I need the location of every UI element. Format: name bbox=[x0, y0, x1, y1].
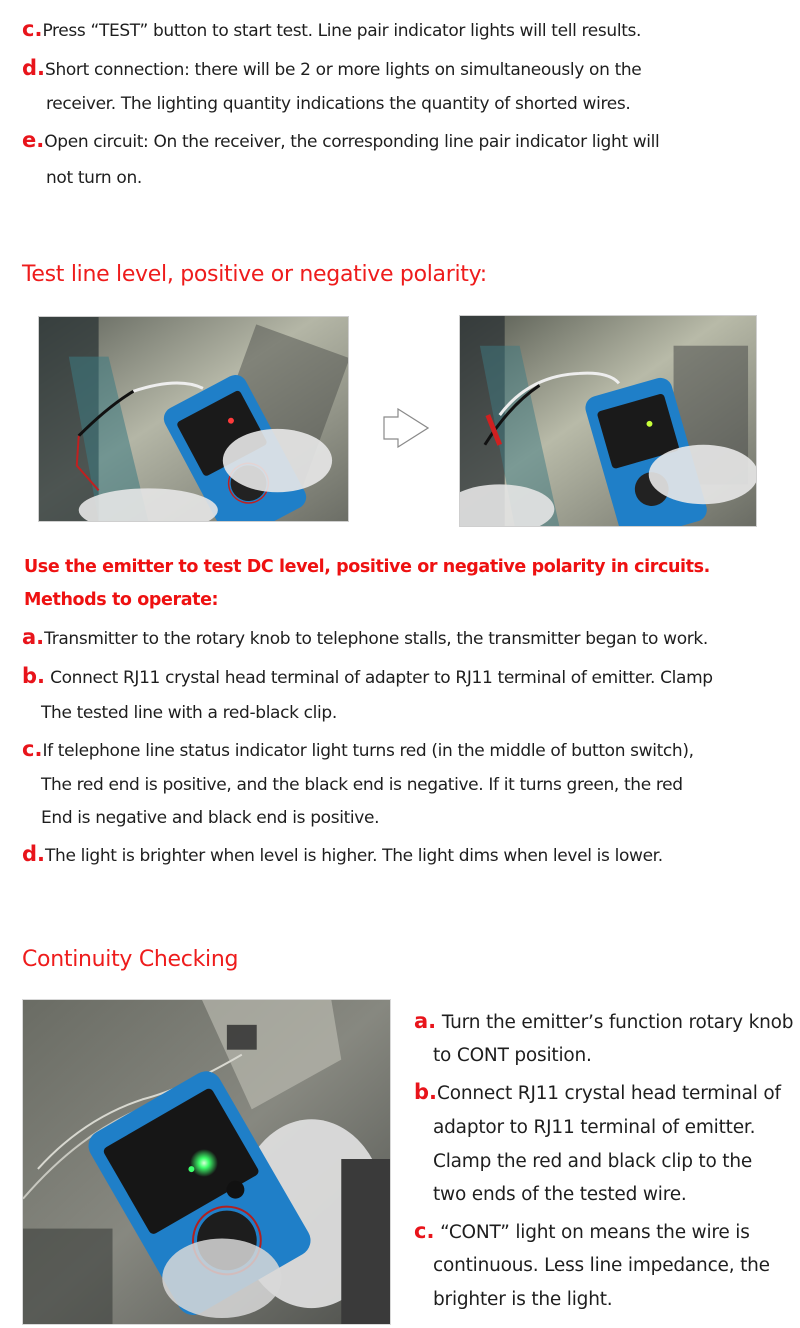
indicator-light bbox=[190, 1149, 218, 1177]
step-marker: c. bbox=[22, 737, 43, 761]
step-marker: c. bbox=[414, 1219, 435, 1243]
step-marker: d. bbox=[22, 56, 46, 80]
step-c-continued-2: End is negative and black end is positive. bbox=[41, 808, 380, 828]
tester-cont-green-light-photo bbox=[22, 999, 391, 1325]
step-c bbox=[414, 1219, 750, 1245]
step-c bbox=[22, 18, 641, 42]
step-text: Connect RJ11 crystal head terminal of bbox=[437, 1083, 781, 1104]
step-text: “CONT” light on means the wire is bbox=[434, 1222, 750, 1243]
step-b bbox=[22, 665, 713, 689]
step-a bbox=[414, 1009, 793, 1035]
step-marker: b. bbox=[414, 1080, 438, 1104]
polarity-heading: Test line level, positive or negative polarity: bbox=[22, 262, 487, 287]
step-text: Connect RJ11 crystal head terminal of adapter to RJ11 terminal of emitter. Clamp bbox=[45, 668, 713, 688]
step-e bbox=[22, 129, 659, 153]
step-marker: a. bbox=[22, 625, 45, 649]
step-a bbox=[22, 626, 708, 650]
step-d-continued: receiver. The lighting quantity indications the quantity of shorted wires. bbox=[46, 94, 631, 114]
step-marker: c. bbox=[22, 17, 43, 41]
methods-label: Methods to operate: bbox=[24, 590, 219, 610]
step-c-continued-1: continuous. Less line impedance, the bbox=[433, 1255, 770, 1276]
tester-green-light-photo bbox=[459, 315, 757, 527]
step-text: Open circuit: On the receiver, the corresponding line pair indicator light will bbox=[44, 132, 660, 152]
continuity-heading: Continuity Checking bbox=[22, 947, 239, 972]
step-text: Press “TEST” button to start test. Line pair indicator lights will tell results. bbox=[42, 21, 642, 41]
step-b-continued: The tested line with a red-black clip. bbox=[41, 703, 337, 723]
step-e-continued: not turn on. bbox=[46, 168, 142, 188]
step-marker: d. bbox=[22, 842, 46, 866]
step-marker: b. bbox=[22, 664, 46, 688]
step-c bbox=[22, 738, 694, 762]
step-b-continued-2: Clamp the red and black clip to the bbox=[433, 1151, 753, 1172]
step-text: The light is brighter when level is higher. The light dims when level is lower. bbox=[45, 846, 663, 866]
step-b bbox=[414, 1080, 781, 1106]
step-b-continued-3: two ends of the tested wire. bbox=[433, 1184, 687, 1205]
step-text: Turn the emitter’s function rotary knob bbox=[436, 1012, 794, 1033]
step-text: Transmitter to the rotary knob to telephone stalls, the transmitter began to work. bbox=[44, 629, 708, 649]
step-d bbox=[22, 57, 641, 81]
polarity-intro: Use the emitter to test DC level, positive or negative polarity in circuits. bbox=[24, 557, 710, 577]
step-c-continued-2: brighter is the light. bbox=[433, 1289, 613, 1310]
tester-red-light-photo bbox=[38, 316, 349, 522]
step-a-continued: to CONT position. bbox=[433, 1045, 592, 1066]
right-arrow-icon bbox=[383, 408, 429, 448]
step-d bbox=[22, 843, 663, 867]
step-marker: e. bbox=[22, 128, 45, 152]
step-b-continued-1: adaptor to RJ11 terminal of emitter. bbox=[433, 1117, 756, 1138]
step-c-continued-1: The red end is positive, and the black end is negative. If it turns green, the red bbox=[41, 775, 683, 795]
step-marker: a. bbox=[414, 1009, 437, 1033]
step-text: If telephone line status indicator light turns red (in the middle of button switch), bbox=[42, 741, 694, 761]
step-text: Short connection: there will be 2 or more lights on simultaneously on the bbox=[45, 60, 642, 80]
